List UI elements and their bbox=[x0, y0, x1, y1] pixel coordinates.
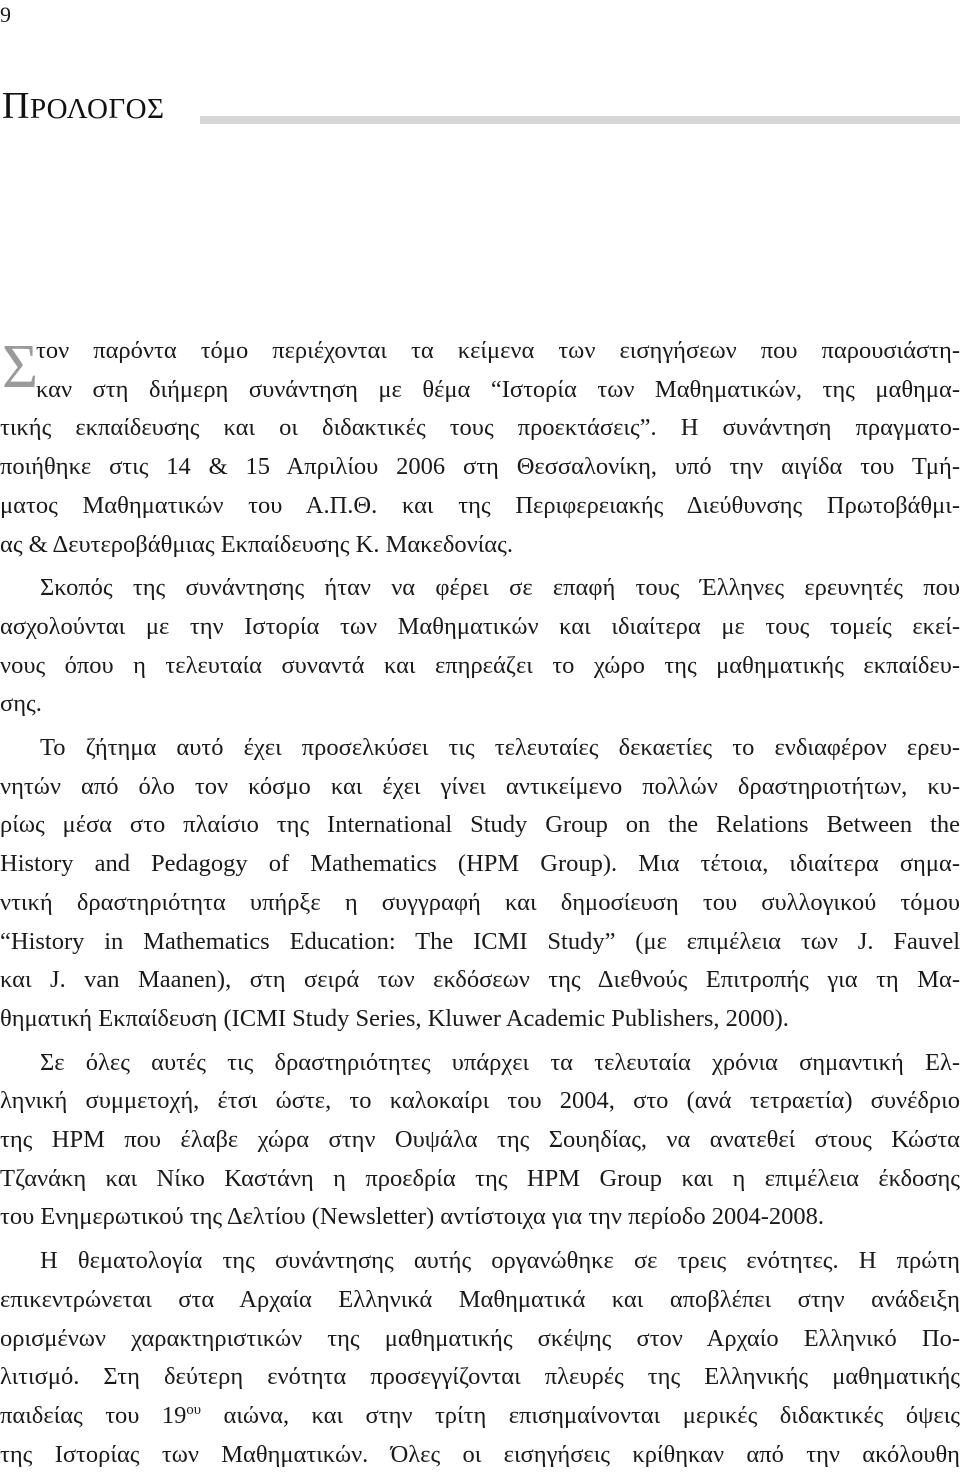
chapter-title bbox=[2, 82, 165, 133]
text-line: τον παρόντα τόμο περιέχονται τα κείμενα των εισηγήσεων που παρουσιάστη- bbox=[36, 337, 960, 364]
text-line: θηματική Εκπαίδευση (ICMI Study Series, Kluwer Academic Publishers, 2000). bbox=[0, 1004, 789, 1032]
chapter-heading bbox=[0, 82, 960, 132]
text-line: ματος Μαθηματικών του Α.Π.Θ. και της Περιφερειακής Διεύθυνσης Πρωτοβάθμι- bbox=[0, 491, 960, 519]
text-line: νους όπου η τελευταία συναντά και επηρεάζει το χώρο της μαθηματικής εκπαίδευ- bbox=[0, 651, 960, 679]
heading-rule bbox=[200, 116, 960, 124]
text-line: ρίως μέσα στο πλαίσιο της International Study Group on the Relations Between the bbox=[0, 811, 960, 839]
text-line: ας & Δευτεροβάθμιας Εκπαίδευσης Κ. Μακεδονίας. bbox=[0, 530, 513, 558]
text-line: Τζανάκη και Νίκο Καστάνη η προεδρία της HPM Group και η επιμέλεια έκδοσης bbox=[0, 1164, 960, 1192]
drop-cap: Σ bbox=[2, 333, 39, 401]
title-rest: ΡΟΛΟΓΟΣ bbox=[29, 93, 165, 125]
text-line: Η θεματολογία της συνάντησης αυτής οργανώθηκε σε τρεις ενότητες. Η πρώτη bbox=[40, 1247, 960, 1275]
text-line bbox=[0, 1397, 960, 1436]
text-line: ντική δραστηριότητα υπήρξε η συγγραφή και δημοσίευση του συλλογικού τόμου bbox=[0, 888, 960, 916]
paragraph-5 bbox=[0, 1242, 960, 1474]
text-line: της HPM που έλαβε χώρα στην Ουψάλα της Σουηδίας, να ανατεθεί στους Κώστα bbox=[0, 1126, 960, 1154]
text-line: λιτισμό. Στη δεύτερη ενότητα προσεγγίζονται πλευρές της Ελληνικής μαθηματικής bbox=[0, 1363, 960, 1391]
text-line: ληνική συμμετοχή, έτσι ώστε, το καλοκαίρι του 2004, στο (ανά τετραετία) συνέδριο bbox=[0, 1087, 960, 1115]
text-line: καν στη διήμερη συνάντηση με θέμα “Ιστορία των Μαθηματικών, της μαθημα- bbox=[36, 375, 960, 403]
page-number: 9 bbox=[0, 2, 11, 27]
title-initial: Π bbox=[2, 85, 30, 127]
text-fragment: αιώνα, και στην τρίτη επισημαίνονται μερικές διδακτικές όψεις bbox=[201, 1401, 960, 1429]
text-line: ποιήθηκε στις 14 & 15 Απριλίου 2006 στη Θεσσαλονίκη, υπό την αιγίδα του Τμή- bbox=[0, 453, 960, 481]
text-line: του Ενημερωτικού της Δελτίου (Newsletter) αντίστοιχα για την περίοδο 2004-2008. bbox=[0, 1203, 825, 1231]
text-line: σης. bbox=[0, 690, 42, 718]
text-line: Σε όλες αυτές τις δραστηριότητες υπάρχει τα τελευταία χρόνια σημαντική Ελ- bbox=[40, 1048, 960, 1076]
text-fragment: παιδείας του 19 bbox=[0, 1401, 187, 1429]
paragraph-3 bbox=[0, 729, 960, 1039]
paragraph-2 bbox=[0, 569, 960, 724]
paragraph-1 bbox=[0, 332, 960, 564]
text-line: νητών από όλο τον κόσμο και έχει γίνει αντικείμενο πολλών δραστηριοτήτων, κυ- bbox=[0, 772, 960, 800]
text-line: ασχολούνται με την Ιστορία των Μαθηματικών και ιδιαίτερα με τους τομείς εκεί- bbox=[0, 612, 960, 640]
body-text bbox=[0, 332, 960, 1479]
paragraph-4 bbox=[0, 1044, 960, 1238]
text-line: “History in Mathematics Education: The ICMI Study” (με επιμέλεια των J. Fauvel bbox=[0, 927, 960, 955]
text-line: τικής εκπαίδευσης και οι διδακτικές τους προεκτάσεις”. Η συνάντηση πραγματο- bbox=[0, 414, 960, 442]
text-line: History and Pedagogy of Mathematics (HPM Group). Μια τέτοια, ιδιαίτερα σημα- bbox=[0, 850, 960, 878]
text-line: και J. van Maanen), στη σειρά των εκδόσεων της Διεθνούς Επιτροπής για τη Μα- bbox=[0, 966, 960, 994]
text-line: Το ζήτημα αυτό έχει προσελκύσει τις τελευταίες δεκαετίες το ενδιαφέρον ερευ- bbox=[40, 734, 960, 762]
text-line: Σκοπός της συνάντησης ήταν να φέρει σε επαφή τους Έλληνες ερευνητές που bbox=[40, 574, 960, 602]
text-line: της Ιστορίας των Μαθηματικών. Όλες οι εισηγήσεις κρίθηκαν από την ακόλουθη bbox=[0, 1440, 960, 1468]
text-line: επικεντρώνεται στα Αρχαία Ελληνικά Μαθηματικά και αποβλέπει στην ανάδειξη bbox=[0, 1285, 960, 1313]
ordinal-superscript: ου bbox=[186, 1401, 202, 1418]
text-line: ορισμένων χαρακτηριστικών της μαθηματικής σκέψης στον Αρχαίο Ελληνικό Πο- bbox=[0, 1324, 960, 1352]
